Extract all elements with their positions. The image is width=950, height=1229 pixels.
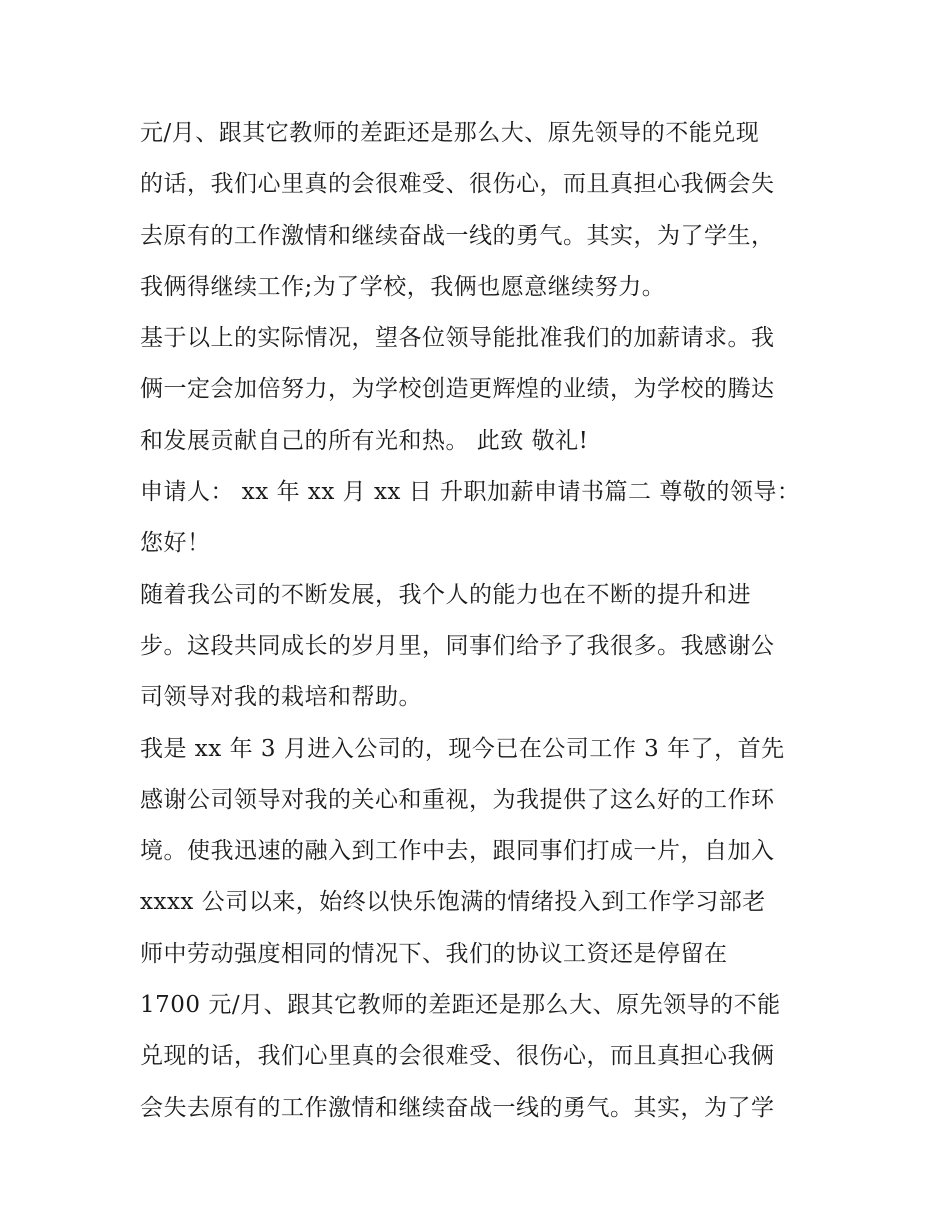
text-line-7: 和发展贡献自己的所有光和热。 此致 敬礼!: [140, 427, 589, 454]
text-line-15: 境。使我迅速的融入到工作中去，跟同事们打成一片，自加入: [140, 838, 775, 865]
text-line-4: 我俩得继续工作;为了学校，我俩也愿意继续努力。: [140, 273, 666, 300]
text-line-13: 我是 xx 年 3 月进入公司的，现今已在公司工作 3 年了，首先: [140, 735, 785, 762]
text-line-14: 感谢公司领导对我的关心和重视，为我提供了这么好的工作环: [140, 786, 775, 813]
text-line-2: 的话，我们心里真的会很难受、很伤心，而且真担心我俩会失: [140, 171, 775, 198]
text-line-6: 俩一定会加倍努力，为学校创造更辉煌的业绩，为学校的腾达: [140, 376, 775, 403]
text-line-10: 随着我公司的不断发展，我个人的能力也在不断的提升和进: [140, 581, 751, 608]
text-line-17: 师中劳动强度相同的情况下、我们的协议工资还是停留在: [140, 940, 728, 967]
text-line-1: 元/月、跟其它教师的差距还是那么大、原先领导的不能兑现: [140, 120, 760, 146]
text-line-20: 会失去原有的工作激情和继续奋战一线的勇气。其实，为了学: [140, 1094, 775, 1121]
text-line-18: 1700 元/月、跟其它教师的差距还是那么大、原先领导的不能: [140, 992, 781, 1019]
text-line-8: 申请人： xx 年 xx 月 xx 日 升职加薪申请书篇二 尊敬的领导：: [140, 479, 801, 506]
text-line-19: 兑现的话，我们心里真的会很难受、很伤心，而且真担心我俩: [140, 1043, 775, 1070]
text-line-3: 去原有的工作激情和继续奋战一线的勇气。其实，为了学生，: [140, 222, 775, 249]
document-body: [140, 108, 830, 1134]
text-line-11: 步。这段共同成长的岁月里，同事们给予了我很多。我感谢公: [140, 632, 775, 659]
text-line-9: 您好！: [140, 530, 211, 557]
text-line-16: xxxx 公司以来，始终以快乐饱满的情绪投入到工作学习部老: [140, 889, 766, 916]
text-line-12: 司领导对我的栽培和帮助。: [140, 684, 422, 711]
text-line-5: 基于以上的实际情况，望各位领导能批准我们的加薪请求。我: [140, 325, 775, 352]
